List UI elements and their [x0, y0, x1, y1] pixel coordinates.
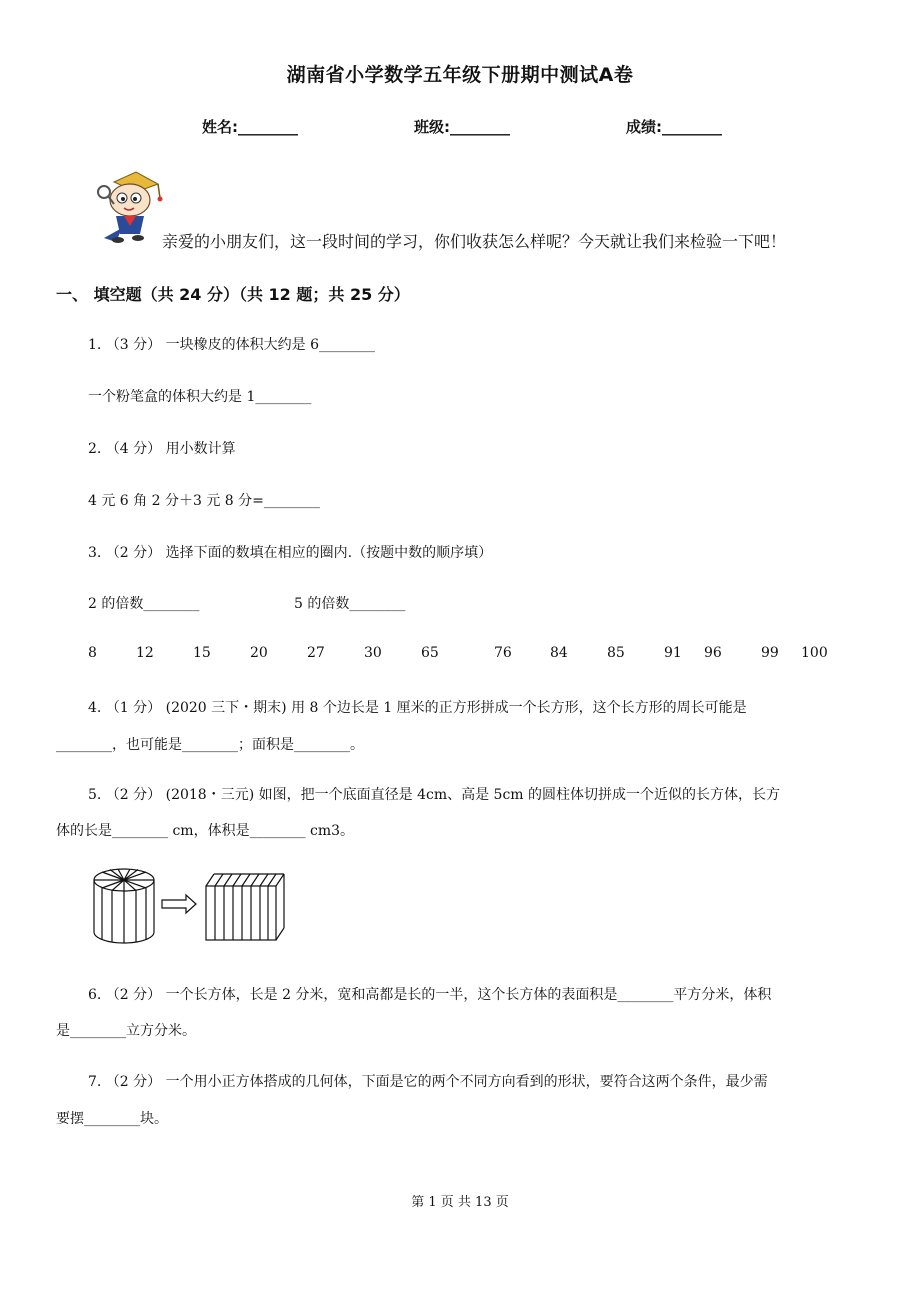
number-item: 20: [250, 645, 268, 661]
q1-line1: 1. （3 分） 一块橡皮的体积大约是 6________: [88, 337, 375, 353]
number-item: 30: [364, 645, 382, 661]
q4-line2: ________，也可能是________；面积是________。: [56, 737, 364, 753]
number-item: 85: [607, 645, 625, 661]
number-item: 76: [494, 645, 512, 661]
score-field: 成绩:________: [626, 118, 722, 136]
cylinder-to-cuboid-figure: [90, 864, 290, 948]
q4-line1: 4. （1 分） (2020 三下・期末) 用 8 个边长是 1 厘米的正方形拼成一个长方形，这个长方形的周长可能是: [88, 700, 747, 716]
number-item: 8: [88, 645, 97, 661]
q6-line1: 6. （2 分） 一个长方体，长是 2 分米，宽和高都是长的一半，这个长方体的表面积是________平方分米，体积: [88, 987, 772, 1003]
q2-line1: 2. （4 分） 用小数计算: [88, 441, 236, 457]
q1-line2: 一个粉笔盒的体积大约是 1________: [88, 389, 312, 405]
name-field: 姓名:________: [202, 118, 298, 136]
q5-line1: 5. （2 分） (2018・三元) 如图，把一个底面直径是 4cm、高是 5cm 的圆柱体切拼成一个近似的长方体，长方: [88, 787, 781, 803]
q2-line2: 4 元 6 角 2 分＋3 元 8 分=________: [88, 493, 320, 509]
q3-multiples-of-2: 2 的倍数________: [88, 596, 200, 612]
mascot-icon: [92, 168, 166, 244]
page-footer: 第 1 页 共 13 页: [411, 1195, 509, 1210]
page-title: 湖南省小学数学五年级下册期中测试A卷: [286, 64, 634, 86]
q5-line2: 体的长是________ cm，体积是________ cm3。: [56, 823, 355, 839]
number-item: 91: [664, 645, 682, 661]
q3-line1: 3. （2 分） 选择下面的数填在相应的圈内.（按题中数的顺序填）: [88, 545, 493, 561]
q7-line1: 7. （2 分） 一个用小正方体搭成的几何体，下面是它的两个不同方向看到的形状，要符合这两个条件，最少需: [88, 1074, 768, 1090]
number-item: 12: [136, 645, 154, 661]
number-item: 15: [193, 645, 211, 661]
q6-line2: 是________立方分米。: [56, 1023, 196, 1039]
number-item: 99: [761, 645, 779, 661]
q3-number-row: [0, 645, 920, 665]
q7-line2: 要摆________块。: [56, 1111, 168, 1127]
section-heading: 一、 填空题（共 24 分）（共 12 题；共 25 分）: [56, 285, 410, 304]
number-item: 96: [704, 645, 722, 661]
number-item: 65: [421, 645, 439, 661]
number-item: 84: [550, 645, 568, 661]
q3-multiples-of-5: 5 的倍数________: [294, 596, 406, 612]
greeting-text: 亲爱的小朋友们，这一段时间的学习，你们收获怎么样呢？今天就让我们来检验一下吧！: [162, 232, 787, 251]
number-item: 100: [801, 645, 828, 661]
number-item: 27: [307, 645, 325, 661]
class-field: 班级:________: [414, 118, 510, 136]
